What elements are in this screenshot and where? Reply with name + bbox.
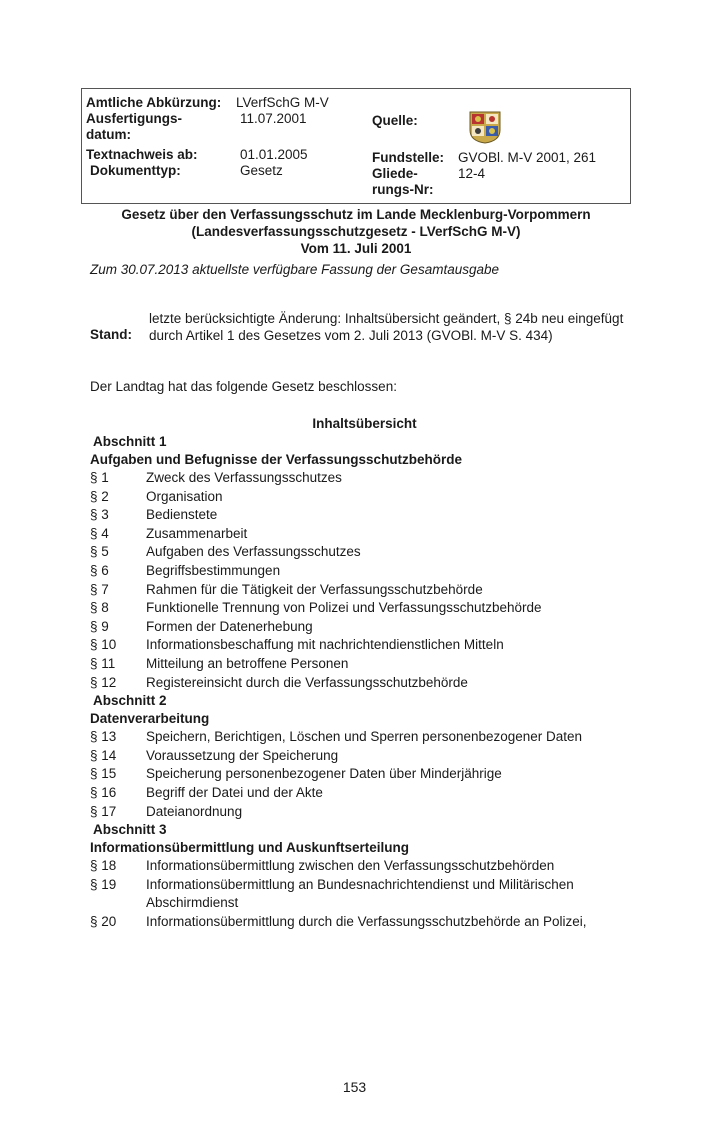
- law-title-line2: (Landesverfassungsschutzgesetz - LVerfSchG M-V): [191, 224, 521, 239]
- stand-text: letzte berücksichtigte Änderung: Inhaltsübersicht geändert, § 24b neu eingefügt durch Artikel 1 des Gesetzes vom 2. Juli 2013 (GVOBl. M-V S. 434): [149, 311, 624, 343]
- toc-entry-number: § 18: [90, 858, 117, 874]
- toc-entry: [90, 543, 630, 562]
- section-heading: Datenverarbeitung: [90, 711, 210, 727]
- toc-entry: [90, 747, 630, 766]
- classification-label-line1: Gliede-: [372, 166, 418, 181]
- toc-entry-number: § 11: [90, 655, 116, 671]
- toc-entry-title: Begriff der Datei und der Akte: [146, 784, 323, 800]
- toc-entry-title: Formen der Datenerhebung: [146, 618, 313, 634]
- toc-entry-title: Funktionelle Trennung von Polizei und Verfassungsschutzbehörde: [146, 600, 542, 616]
- toc-entry: [90, 765, 630, 784]
- section-heading: Aufgaben und Befugnisse der Verfassungsschutzbehörde: [90, 452, 463, 467]
- toc-entry-number: § 16: [90, 784, 117, 800]
- page-number: 153: [342, 1079, 367, 1095]
- issue-date-value: 11.07.2001: [240, 111, 307, 126]
- toc-entry-number: § 1: [90, 470, 109, 485]
- toc-entry-number: § 8: [90, 600, 109, 616]
- text-proof-label: Textnachweis ab:: [86, 147, 198, 162]
- law-title-line1: Gesetz über den Verfassungsschutz im Lande Mecklenburg-Vorpommern: [121, 207, 591, 222]
- toc-entry-title: Bedienstete: [146, 507, 218, 523]
- document-metadata-box: [81, 88, 631, 204]
- law-title-date: Vom 11. Juli 2001: [300, 241, 412, 256]
- classification-label-line2: rungs-Nr:: [372, 182, 434, 197]
- toc-entry: [90, 913, 630, 932]
- toc-entry-title: Informationsbeschaffung mit nachrichtendienstlichen Mitteln: [146, 637, 504, 653]
- section-label: Abschnitt 2: [93, 693, 167, 709]
- publication-label: Fundstelle:: [372, 150, 445, 165]
- toc-entry: [90, 469, 630, 488]
- toc-entry-number: § 4: [90, 525, 109, 541]
- toc-entry-number: § 5: [90, 544, 109, 560]
- toc-entry-title: Aufgaben des Verfassungsschutzes: [146, 544, 361, 560]
- version-note: Zum 30.07.2013 aktuellste verfügbare Fassung der Gesamtausgabe: [90, 262, 499, 277]
- toc-entry: [90, 599, 630, 618]
- toc-entry-title: Informationsübermittlung zwischen den Verfassungsschutzbehörden: [146, 858, 555, 874]
- abbreviation-value: LVerfSchG M-V: [236, 95, 329, 110]
- toc-entry: [90, 655, 630, 674]
- toc-entry-number: § 19: [90, 876, 117, 892]
- toc-entry-number: § 10: [90, 637, 117, 653]
- toc-entry: [90, 674, 630, 693]
- toc-entry-title: Rahmen für die Tätigkeit der Verfassungsschutzbehörde: [146, 581, 483, 597]
- toc-entry-title: Zweck des Verfassungsschutzes: [146, 470, 342, 485]
- toc-entry-number: § 17: [90, 803, 117, 819]
- stand-label: Stand:: [90, 327, 132, 342]
- issue-date-label-line1: Ausfertigungs-: [86, 111, 182, 126]
- toc-entry-title: Zusammenarbeit: [146, 525, 248, 541]
- toc-entry: [90, 506, 630, 525]
- toc-entry-title: Registereinsicht durch die Verfassungsschutzbehörde: [146, 674, 468, 690]
- publication-value: GVOBl. M-V 2001, 261: [458, 150, 597, 165]
- toc-entry: [90, 488, 630, 507]
- toc-entry-number: § 20: [90, 913, 117, 929]
- law-title: [81, 206, 631, 257]
- toc-entry-title: Dateianordnung: [146, 803, 243, 819]
- toc-entry-title: Speicherung personenbezogener Daten über Minderjährige: [146, 766, 502, 782]
- toc-entry: [90, 618, 630, 637]
- toc-entry-title: Begriffsbestimmungen: [146, 562, 281, 578]
- toc-entry-title: Voraussetzung der Speicherung: [146, 747, 339, 763]
- toc-entry-number: § 6: [90, 562, 109, 578]
- toc-entry-title: Informationsübermittlung durch die Verfassungsschutzbehörde an Polizei,: [146, 913, 587, 929]
- toc-entry-title: Mitteilung an betroffene Personen: [146, 655, 349, 671]
- document-type-label: Dokumenttyp:: [90, 163, 181, 178]
- toc-entry: [90, 728, 630, 747]
- toc-entry: [90, 857, 630, 876]
- issue-date-label-line2: datum:: [86, 127, 131, 142]
- toc-entry: [90, 581, 630, 600]
- toc-entry-title: Informationsübermittlung an Bundesnachrichtendienst und Militärischen Abschirmdienst: [146, 876, 574, 911]
- toc-entry-number: § 3: [90, 507, 109, 523]
- toc-entry-number: § 14: [90, 747, 117, 763]
- toc-entry: [90, 562, 630, 581]
- toc-entry: [90, 784, 630, 803]
- text-proof-value: 01.01.2005: [240, 147, 308, 162]
- toc-entry-number: § 12: [90, 674, 117, 690]
- abbreviation-label: Amtliche Abkürzung:: [86, 95, 222, 110]
- section-heading: Informationsübermittlung und Auskunftserteilung: [90, 840, 409, 856]
- coat-of-arms-icon: [468, 110, 502, 144]
- toc-title: Inhaltsübersicht: [312, 416, 417, 431]
- table-of-contents: [90, 433, 630, 931]
- section-label: Abschnitt 3: [93, 822, 167, 838]
- intro-text: Der Landtag hat das folgende Gesetz beschlossen:: [90, 379, 397, 394]
- section-label: Abschnitt 1: [93, 434, 167, 449]
- toc-entry-title: Organisation: [146, 488, 223, 504]
- toc-entry-number: § 13: [90, 729, 117, 745]
- toc-entry-number: § 7: [90, 581, 109, 597]
- toc-entry-number: § 15: [90, 766, 117, 782]
- toc-entry: [90, 636, 630, 655]
- classification-value: 12-4: [458, 166, 486, 181]
- toc-entry: [90, 525, 630, 544]
- toc-entry: [90, 803, 630, 822]
- document-type-value: Gesetz: [240, 163, 283, 178]
- toc-entry: [90, 876, 630, 913]
- toc-entry-title: Speichern, Berichtigen, Löschen und Sperren personenbezogener Daten: [146, 729, 583, 745]
- source-label: Quelle:: [372, 113, 418, 128]
- toc-entry-number: § 2: [90, 488, 109, 504]
- toc-entry-number: § 9: [90, 618, 109, 634]
